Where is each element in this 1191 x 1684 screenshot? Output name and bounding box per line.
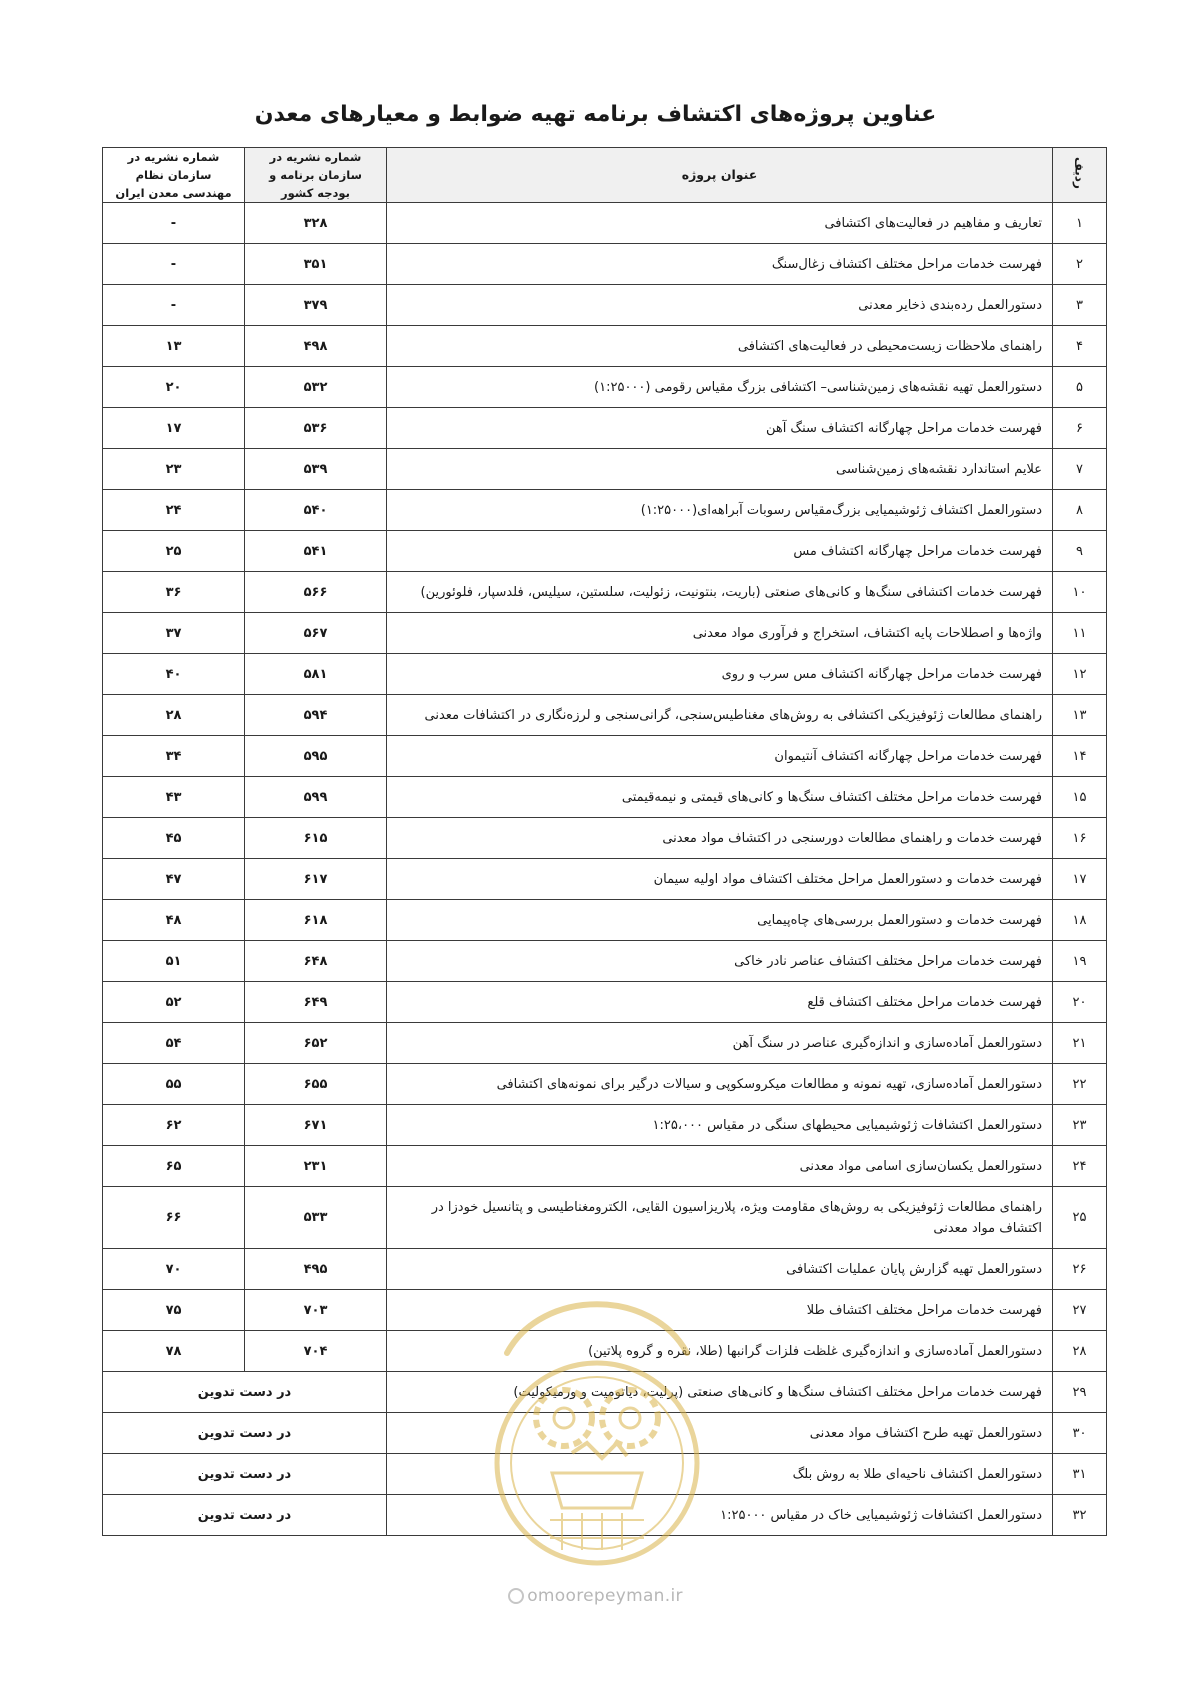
ime-publication-number: ۶۲ (103, 1105, 245, 1146)
ime-publication-number: ۷۸ (103, 1331, 245, 1372)
pbo-publication-number: ۵۴۰ (245, 490, 387, 531)
table-row (103, 367, 1107, 408)
project-title: فهرست خدمات مراحل مختلف اکتشاف طلا (387, 1290, 1053, 1331)
pbo-publication-number: ۷۰۳ (245, 1290, 387, 1331)
pbo-publication-number: ۳۵۱ (245, 244, 387, 285)
ime-publication-number: ۲۴ (103, 490, 245, 531)
ime-publication-number: ۲۳ (103, 449, 245, 490)
status-in-progress: در دست تدوین (103, 1413, 387, 1454)
table-row (103, 982, 1107, 1023)
pbo-publication-number: ۶۷۱ (245, 1105, 387, 1146)
table-row (103, 203, 1107, 244)
project-title: راهنمای ملاحظات زیست‌محیطی در فعالیت‌های اکتشافی (387, 326, 1053, 367)
ime-publication-number: ۳۷ (103, 613, 245, 654)
ime-publication-number: - (103, 203, 245, 244)
row-number: ۵ (1053, 367, 1107, 408)
table-row (103, 1249, 1107, 1290)
table-row (103, 1290, 1107, 1331)
projects-table (102, 147, 1107, 1536)
project-title: فهرست خدمات و راهنمای مطالعات دورسنجی در اکتشاف مواد معدنی (387, 818, 1053, 859)
page-title: عناوین پروژه‌های اکتشاف برنامه تهیه ضوابط و معیارهای معدن (254, 102, 937, 127)
table-row-pending (103, 1372, 1107, 1413)
row-number: ۲۵ (1053, 1187, 1107, 1249)
table-row (103, 326, 1107, 367)
ime-publication-number: ۴۰ (103, 654, 245, 695)
row-number: ۱۸ (1053, 900, 1107, 941)
status-in-progress: در دست تدوین (103, 1454, 387, 1495)
pbo-publication-number: ۵۶۷ (245, 613, 387, 654)
row-number: ۶ (1053, 408, 1107, 449)
pbo-publication-number: ۵۸۱ (245, 654, 387, 695)
table-row (103, 244, 1107, 285)
project-title: فهرست خدمات مراحل مختلف اکتشاف سنگ‌ها و کانی‌های صنعتی (پرلیت، دیاتومیت و ورمیکولیت) (387, 1372, 1053, 1413)
project-title: دستورالعمل آماده‌سازی و اندازه‌گیری عناصر در سنگ آهن (387, 1023, 1053, 1064)
table-row (103, 736, 1107, 777)
ime-publication-number: ۲۵ (103, 531, 245, 572)
row-number: ۲ (1053, 244, 1107, 285)
site-watermark (0, 1586, 1191, 1606)
header-row-number (1053, 148, 1107, 203)
project-title: راهنمای مطالعات ژئوفیزیکی به روش‌های مقاومت ویژه، پلاریزاسیون القایی، الکترومغناطیسی و پتانسیل خودزا در اکتشاف مواد معدنی (387, 1187, 1053, 1249)
project-title: فهرست خدمات مراحل مختلف اکتشاف قلع (387, 982, 1053, 1023)
table-row (103, 1331, 1107, 1372)
ime-publication-number: - (103, 244, 245, 285)
pbo-publication-number: ۵۹۴ (245, 695, 387, 736)
table-row (103, 449, 1107, 490)
project-title: فهرست خدمات مراحل مختلف اکتشاف عناصر نادر خاکی (387, 941, 1053, 982)
table-row (103, 777, 1107, 818)
table-row-pending (103, 1454, 1107, 1495)
pbo-publication-number: ۵۶۶ (245, 572, 387, 613)
table-row-pending (103, 1495, 1107, 1536)
row-number: ۳۲ (1053, 1495, 1107, 1536)
table-row (103, 1023, 1107, 1064)
row-number: ۲۶ (1053, 1249, 1107, 1290)
pbo-publication-number: ۵۳۹ (245, 449, 387, 490)
project-title: راهنمای مطالعات ژئوفیزیکی اکتشافی به روش‌های مغناطیس‌سنجی، گرانی‌سنجی و لرزه‌نگاری در اکتشافات معدنی (387, 695, 1053, 736)
row-number: ۷ (1053, 449, 1107, 490)
table-row (103, 818, 1107, 859)
project-title: فهرست خدمات مراحل چهارگانه اکتشاف سنگ آهن (387, 408, 1053, 449)
project-title: دستورالعمل تهیه گزارش پایان عملیات اکتشافی (387, 1249, 1053, 1290)
row-number: ۱ (1053, 203, 1107, 244)
table-row (103, 654, 1107, 695)
row-number: ۲۳ (1053, 1105, 1107, 1146)
project-title: فهرست خدمات مراحل مختلف اکتشاف سنگ‌ها و کانی‌های قیمتی و نیمه‌قیمتی (387, 777, 1053, 818)
project-title: فهرست خدمات و دستورالعمل بررسی‌های چاه‌پیمایی (387, 900, 1053, 941)
ime-publication-number: ۲۸ (103, 695, 245, 736)
project-title: فهرست خدمات مراحل چهارگانه اکتشاف آنتیموان (387, 736, 1053, 777)
pbo-publication-number: ۳۷۹ (245, 285, 387, 326)
ime-publication-number: - (103, 285, 245, 326)
table-header-row (103, 148, 1107, 203)
table-row (103, 572, 1107, 613)
at-sign-icon (508, 1588, 524, 1604)
row-number: ۱۶ (1053, 818, 1107, 859)
header-pbo-publication: شماره نشریه در سازمان برنامه و بودجه کشور (245, 148, 387, 203)
row-number: ۱۴ (1053, 736, 1107, 777)
project-title: دستورالعمل آماده‌سازی و اندازه‌گیری غلظت فلزات گرانبها (طلا، نقره و گروه پلاتین) (387, 1331, 1053, 1372)
status-in-progress: در دست تدوین (103, 1372, 387, 1413)
row-number: ۱۰ (1053, 572, 1107, 613)
pbo-publication-number: ۵۳۶ (245, 408, 387, 449)
ime-publication-number: ۳۴ (103, 736, 245, 777)
row-number: ۲۰ (1053, 982, 1107, 1023)
project-title: دستورالعمل تهیه نقشه‌های زمین‌شناسی– اکتشافی بزرگ مقیاس رقومی (۱:۲۵۰۰۰) (387, 367, 1053, 408)
row-number: ۱۲ (1053, 654, 1107, 695)
pbo-publication-number: ۵۳۳ (245, 1187, 387, 1249)
project-title: واژه‌ها و اصطلاحات پایه اکتشاف، استخراج و فرآوری مواد معدنی (387, 613, 1053, 654)
pbo-publication-number: ۵۳۲ (245, 367, 387, 408)
row-number: ۱۵ (1053, 777, 1107, 818)
ime-publication-number: ۴۵ (103, 818, 245, 859)
pbo-publication-number: ۳۲۸ (245, 203, 387, 244)
table-row (103, 1064, 1107, 1105)
ime-publication-number: ۷۰ (103, 1249, 245, 1290)
ime-publication-number: ۴۷ (103, 859, 245, 900)
ime-publication-number: ۴۳ (103, 777, 245, 818)
ime-publication-number: ۱۷ (103, 408, 245, 449)
row-number: ۲۹ (1053, 1372, 1107, 1413)
project-title: فهرست خدمات مراحل مختلف اکتشاف زغال‌سنگ (387, 244, 1053, 285)
project-title: فهرست خدمات اکتشافی سنگ‌ها و کانی‌های صنعتی (باریت، بنتونیت، زئولیت، سلستین، سیلیس، فلدسپار، فلوئورین) (387, 572, 1053, 613)
pbo-publication-number: ۶۱۵ (245, 818, 387, 859)
pbo-publication-number: ۶۵۵ (245, 1064, 387, 1105)
site-watermark-text: omoorepeyman.ir (527, 1586, 683, 1606)
project-title: دستورالعمل آماده‌سازی، تهیه نمونه و مطالعات میکروسکوپی و سیالات درگیر برای نمونه‌های اکتشافی (387, 1064, 1053, 1105)
ime-publication-number: ۵۴ (103, 1023, 245, 1064)
pbo-publication-number: ۵۹۵ (245, 736, 387, 777)
ime-publication-number: ۶۶ (103, 1187, 245, 1249)
pbo-publication-number: ۲۳۱ (245, 1146, 387, 1187)
project-title: علایم استاندارد نقشه‌های زمین‌شناسی (387, 449, 1053, 490)
ime-publication-number: ۵۲ (103, 982, 245, 1023)
table-row (103, 859, 1107, 900)
pbo-publication-number: ۶۴۹ (245, 982, 387, 1023)
project-title: دستورالعمل اکتشاف ناحیه‌ای طلا به روش بلگ (387, 1454, 1053, 1495)
row-number: ۲۱ (1053, 1023, 1107, 1064)
project-title: فهرست خدمات مراحل چهارگانه اکتشاف مس سرب و روی (387, 654, 1053, 695)
pbo-publication-number: ۶۱۸ (245, 900, 387, 941)
row-number: ۸ (1053, 490, 1107, 531)
row-number: ۲۷ (1053, 1290, 1107, 1331)
pbo-publication-number: ۴۹۵ (245, 1249, 387, 1290)
ime-publication-number: ۵۵ (103, 1064, 245, 1105)
ime-publication-number: ۶۵ (103, 1146, 245, 1187)
pbo-publication-number: ۷۰۴ (245, 1331, 387, 1372)
project-title: تعاریف و مفاهیم در فعالیت‌های اکتشافی (387, 203, 1053, 244)
pbo-publication-number: ۵۴۱ (245, 531, 387, 572)
table-row (103, 1105, 1107, 1146)
table-row (103, 408, 1107, 449)
row-number: ۳۰ (1053, 1413, 1107, 1454)
row-number: ۱۳ (1053, 695, 1107, 736)
table-row (103, 531, 1107, 572)
row-number: ۱۱ (1053, 613, 1107, 654)
project-title: دستورالعمل اکتشاف ژئوشیمیایی بزرگ‌مقیاس رسوبات آبراهه‌ای(۱:۲۵۰۰۰) (387, 490, 1053, 531)
project-title: دستورالعمل اکتشافات ژئوشیمیایی خاک در مقیاس ۱:۲۵۰۰۰ (387, 1495, 1053, 1536)
pbo-publication-number: ۶۵۲ (245, 1023, 387, 1064)
row-number: ۹ (1053, 531, 1107, 572)
table-row-pending (103, 1413, 1107, 1454)
pbo-publication-number: ۵۹۹ (245, 777, 387, 818)
table-body (103, 203, 1107, 1536)
row-number: ۳ (1053, 285, 1107, 326)
ime-publication-number: ۵۱ (103, 941, 245, 982)
table-row (103, 695, 1107, 736)
table-row (103, 490, 1107, 531)
table-row (103, 1146, 1107, 1187)
projects-table-container (102, 147, 1106, 1536)
table-row (103, 613, 1107, 654)
row-number: ۳۱ (1053, 1454, 1107, 1495)
project-title: دستورالعمل تهیه طرح اکتشاف مواد معدنی (387, 1413, 1053, 1454)
project-title: فهرست خدمات و دستورالعمل مراحل مختلف اکتشاف مواد اولیه سیمان (387, 859, 1053, 900)
row-number: ۲۸ (1053, 1331, 1107, 1372)
project-title: دستورالعمل یکسان‌سازی اسامی مواد معدنی (387, 1146, 1053, 1187)
project-title: دستورالعمل اکتشافات ژئوشیمیایی محیطهای سنگی در مقیاس ۱:۲۵،۰۰۰ (387, 1105, 1053, 1146)
ime-publication-number: ۲۰ (103, 367, 245, 408)
row-number: ۴ (1053, 326, 1107, 367)
pbo-publication-number: ۶۱۷ (245, 859, 387, 900)
ime-publication-number: ۷۵ (103, 1290, 245, 1331)
ime-publication-number: ۱۳ (103, 326, 245, 367)
row-number: ۱۹ (1053, 941, 1107, 982)
header-ime-publication: شماره نشریه در سازمان نظام مهندسی معدن ایران (103, 148, 245, 203)
table-row (103, 900, 1107, 941)
pbo-publication-number: ۶۴۸ (245, 941, 387, 982)
project-title: فهرست خدمات مراحل چهارگانه اکتشاف مس (387, 531, 1053, 572)
row-number: ۲۴ (1053, 1146, 1107, 1187)
table-row (103, 1187, 1107, 1249)
table-row (103, 941, 1107, 982)
row-number: ۲۲ (1053, 1064, 1107, 1105)
ime-publication-number: ۳۶ (103, 572, 245, 613)
ime-publication-number: ۴۸ (103, 900, 245, 941)
pbo-publication-number: ۴۹۸ (245, 326, 387, 367)
row-number: ۱۷ (1053, 859, 1107, 900)
header-row-number-label: ردیف (1072, 156, 1087, 189)
table-row (103, 285, 1107, 326)
status-in-progress: در دست تدوین (103, 1495, 387, 1536)
header-project-title: عنوان پروژه (387, 148, 1053, 203)
project-title: دستورالعمل رده‌بندی ذخایر معدنی (387, 285, 1053, 326)
